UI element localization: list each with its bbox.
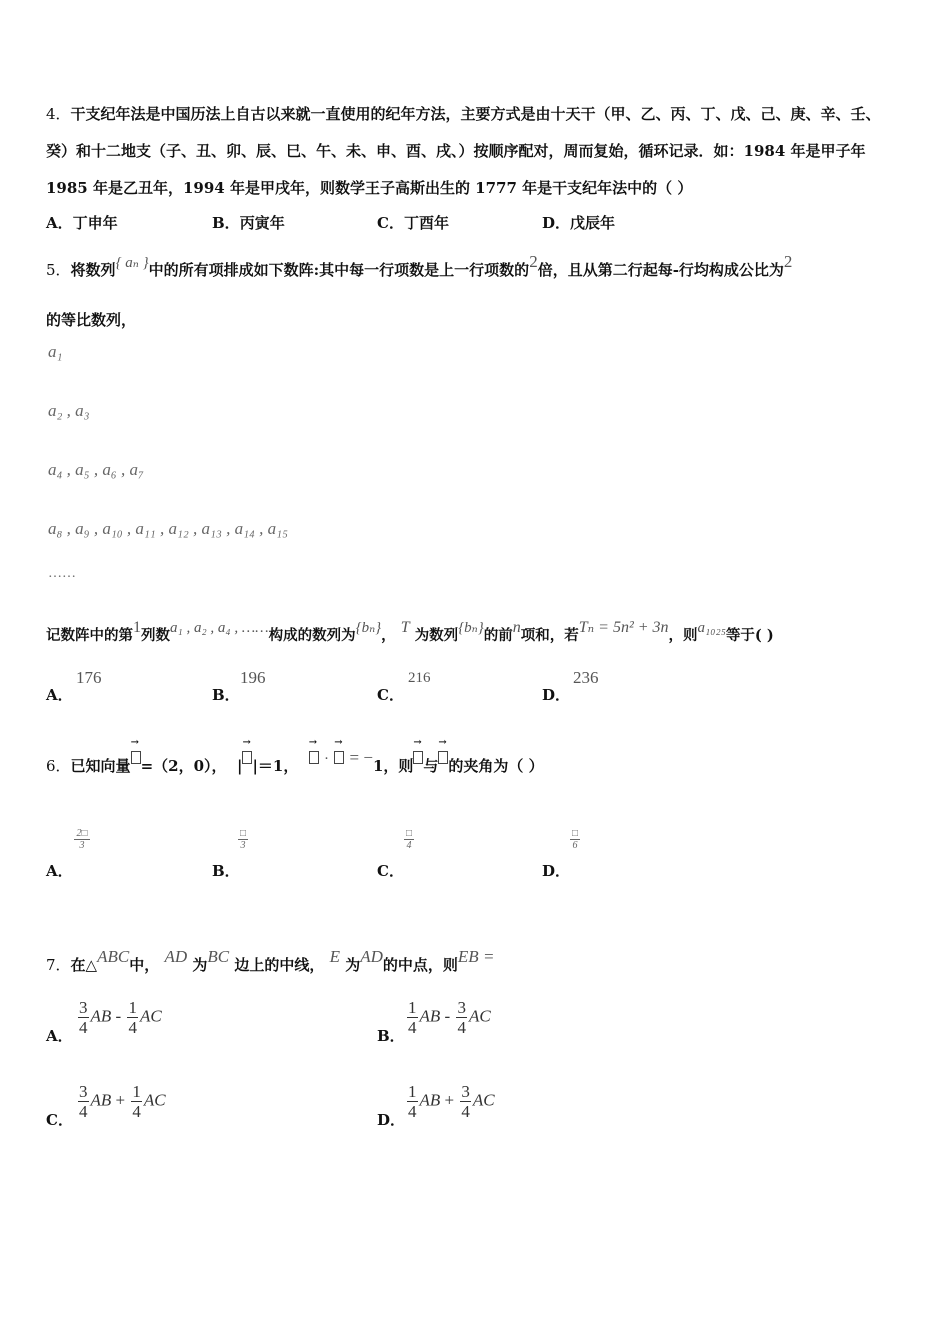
fraction-denominator: 4 xyxy=(79,1018,88,1037)
q6-option-c[interactable]: C． xyxy=(377,862,404,880)
q4-option-b[interactable] xyxy=(212,212,285,233)
q6-math-eq: = − xyxy=(349,748,373,767)
fraction-numerator: 2□ xyxy=(76,828,88,839)
fraction-denominator: 4 xyxy=(128,1018,137,1037)
fraction-denominator: 4 xyxy=(132,1102,141,1121)
q5-text: 等于( ) xyxy=(725,627,774,644)
q6-text: 与 xyxy=(423,757,439,775)
vector-ab: AB xyxy=(90,1006,112,1026)
q5-text: 构成的数列为 xyxy=(268,627,356,644)
vector-ac: AC xyxy=(472,1090,495,1110)
option-text: 戊辰年 xyxy=(570,214,616,232)
q6-math-dot: · xyxy=(324,751,330,767)
q5-text: 将数列 xyxy=(70,261,116,279)
operator: - xyxy=(444,1006,451,1026)
q5-matrix-row-1: a₁ xyxy=(48,342,63,361)
q5-math-n: n xyxy=(512,619,521,636)
fraction-numerator: 3 xyxy=(461,1082,470,1101)
vector-ab: AB xyxy=(419,1090,441,1110)
q5-math-equation: Tₙ = 5n² + 3n xyxy=(578,619,669,636)
q6-line xyxy=(46,748,544,776)
vector-ac: AC xyxy=(468,1006,491,1026)
q5-option-b-value: 196 xyxy=(240,668,266,687)
q5-number: 5． xyxy=(46,261,71,279)
q5-matrix-row-3: a₄ , a₅ , a₆ , a₇ xyxy=(48,460,144,479)
q5-option-c[interactable]: C． xyxy=(377,686,404,704)
q7-text: 为 xyxy=(192,956,208,974)
q5-text: 项和，若 xyxy=(520,627,579,644)
fraction-numerator: 3 xyxy=(79,998,88,1017)
q4-number: 4． xyxy=(46,105,71,123)
vector-a-icon xyxy=(131,749,141,767)
vector-a-icon xyxy=(309,749,319,767)
fraction-numerator: □ xyxy=(405,828,413,839)
q6-text: 已知向量 xyxy=(70,757,131,775)
fraction-numerator: 1 xyxy=(408,1082,417,1101)
q5-seq-an: { aₙ } xyxy=(115,255,149,271)
fraction-denominator: 4 xyxy=(404,839,414,851)
fraction-denominator: 3 xyxy=(238,839,248,851)
q7-option-b-expression xyxy=(405,998,491,1037)
q6-option-b[interactable]: B． xyxy=(212,862,240,880)
fraction-numerator: 1 xyxy=(132,1082,141,1101)
fraction xyxy=(78,1082,89,1121)
q5-question-line xyxy=(46,619,774,645)
fraction-numerator: 1 xyxy=(408,998,417,1017)
q7-text: 为 xyxy=(345,956,361,974)
q6-text: 的夹角为（ ） xyxy=(448,757,544,775)
q5-text: 的前 xyxy=(483,627,513,644)
q7-math-ad: AD xyxy=(360,947,383,966)
fraction-numerator: 1 xyxy=(128,998,137,1017)
q7-text: 在△ xyxy=(70,956,98,974)
q5-line1 xyxy=(46,252,793,280)
q6-option-a[interactable]: A． xyxy=(46,862,73,880)
q4-text-line1: 干支纪年法是中国历法上自古以来就一直使用的纪年方法，主要方式是由十天干（甲、乙、丙、丁、戊、己、庚、辛、壬、 xyxy=(70,105,881,123)
q4-text-line3: 1985 年是乙丑年，1994 年是甲戌年，则数学王子高斯出生的 1777 年是干支纪年法中的（ ） xyxy=(46,179,693,197)
q6-option-d-fraction xyxy=(570,828,580,851)
fraction-denominator: 6 xyxy=(570,839,580,851)
q5-math-bn: {bₙ} xyxy=(355,620,382,636)
fraction-numerator: 3 xyxy=(457,998,466,1017)
fraction xyxy=(456,998,467,1037)
q7-math-abc: ABC xyxy=(97,947,130,966)
q4-text-line2: 癸）和十二地支（子、丑、卯、辰、巳、午、未、申、酉、戌、）按顺序配对，周而复始，循环记录．如：1984 年是甲子年 xyxy=(46,142,866,160)
q7-option-d-expression xyxy=(405,1082,495,1121)
q5-math-T: T xyxy=(400,619,410,636)
q6-text: 1，则 xyxy=(372,757,414,775)
q6-option-b-fraction xyxy=(238,828,248,851)
q6-option-d[interactable]: D． xyxy=(542,862,571,880)
fraction-denominator: 4 xyxy=(79,1102,88,1121)
q7-number: 7． xyxy=(46,956,71,974)
option-text: 丁酉年 xyxy=(403,214,449,232)
q5-option-b[interactable]: B． xyxy=(212,686,240,704)
option-label: B． xyxy=(212,214,240,232)
fraction xyxy=(131,1082,142,1121)
option-text: 丁申年 xyxy=(72,214,118,232)
q5-math-two: 2 xyxy=(529,252,538,271)
q5-option-c-value: 216 xyxy=(408,670,431,686)
option-text: 丙寅年 xyxy=(239,214,285,232)
q5-text: 中的所有项排成如下数阵:其中每一行项数是上一行项数的 xyxy=(148,261,530,279)
q5-text: 为数列 xyxy=(414,627,459,644)
fraction-denominator: 4 xyxy=(457,1018,466,1037)
fraction xyxy=(78,998,89,1037)
vector-ac: AC xyxy=(143,1090,166,1110)
q4-option-a[interactable] xyxy=(46,212,118,233)
q7-math-eb: EB = xyxy=(457,947,495,966)
q5-text: ， xyxy=(381,627,396,644)
vector-b-icon xyxy=(334,749,344,767)
q7-math-e: E xyxy=(329,947,340,966)
q6-number: 6． xyxy=(46,757,71,775)
operator: + xyxy=(444,1090,455,1110)
q7-option-c[interactable]: C． xyxy=(46,1111,73,1129)
q7-option-b[interactable]: B． xyxy=(377,1027,405,1045)
q5-math-column: a₁ , a₂ , a₄ , …… xyxy=(170,620,269,636)
q5-text: ，则 xyxy=(668,627,698,644)
fraction xyxy=(460,1082,471,1121)
fraction xyxy=(407,1082,418,1121)
q7-math-bc: BC xyxy=(207,947,230,966)
vector-ac: AC xyxy=(139,1006,162,1026)
q5-math-one: 1 xyxy=(133,619,141,636)
q6-option-c-fraction xyxy=(404,828,414,851)
q6-option-a-fraction xyxy=(74,828,90,851)
q7-text: 中， xyxy=(129,956,160,974)
q5-math-a1025: a₁₀₂₅ xyxy=(697,620,726,636)
q5-math-bn: {bₙ} xyxy=(458,620,484,636)
option-label: A． xyxy=(46,214,73,232)
vector-a-icon xyxy=(413,749,423,767)
fraction xyxy=(407,998,418,1037)
q5-text: 列数 xyxy=(141,627,170,644)
fraction-denominator: 3 xyxy=(74,839,90,851)
vector-b-icon xyxy=(438,749,448,767)
vector-b-icon xyxy=(242,749,252,767)
q6-text: |＝1， xyxy=(252,757,299,775)
q5-option-a-value: 176 xyxy=(76,668,102,687)
q5-text-line2: 的等比数列， xyxy=(46,311,137,329)
q7-option-d[interactable]: D． xyxy=(377,1111,406,1129)
q7-text: 边上的中线， xyxy=(234,956,325,974)
q5-option-d[interactable]: D． xyxy=(542,686,571,704)
q7-option-a-expression xyxy=(76,998,162,1037)
q7-option-a[interactable]: A． xyxy=(46,1027,73,1045)
q7-option-c-expression xyxy=(76,1082,166,1121)
option-label: C． xyxy=(377,214,404,232)
q5-matrix-row-4: a₈ , a₉ , a₁₀ , a₁₁ , a₁₂ , a₁₃ , a₁₄ , a₁₅ xyxy=(48,519,288,538)
fraction-denominator: 4 xyxy=(461,1102,470,1121)
fraction-numerator: 3 xyxy=(79,1082,88,1101)
q6-text: | xyxy=(236,757,243,775)
fraction-numerator: □ xyxy=(571,828,579,839)
q7-math-ad: AD xyxy=(164,947,188,966)
operator: + xyxy=(115,1090,126,1110)
q5-option-d-value: 236 xyxy=(573,668,599,687)
option-label: D． xyxy=(542,214,571,232)
fraction-denominator: 4 xyxy=(408,1018,417,1037)
q4-option-d[interactable] xyxy=(542,212,615,233)
fraction xyxy=(127,998,138,1037)
q4-option-c[interactable] xyxy=(377,212,449,233)
q6-text: =（2，0）， xyxy=(140,757,227,775)
q7-text: 的中点，则 xyxy=(382,956,458,974)
q5-text: 倍，且从第二行起每-行均构成公比为 xyxy=(537,261,784,279)
q5-option-a[interactable]: A． xyxy=(46,686,73,704)
q5-matrix-ellipsis: …… xyxy=(48,566,76,581)
q5-text: 记数阵中的第 xyxy=(46,627,133,644)
q4-line1 xyxy=(46,103,881,124)
q5-matrix-row-2: a₂ , a₃ xyxy=(48,401,90,420)
q7-line xyxy=(46,947,495,975)
fraction-denominator: 4 xyxy=(408,1102,417,1121)
operator: - xyxy=(115,1006,122,1026)
fraction-numerator: □ xyxy=(239,828,247,839)
vector-ab: AB xyxy=(419,1006,441,1026)
q5-math-two: 2 xyxy=(783,252,793,271)
vector-ab: AB xyxy=(90,1090,112,1110)
